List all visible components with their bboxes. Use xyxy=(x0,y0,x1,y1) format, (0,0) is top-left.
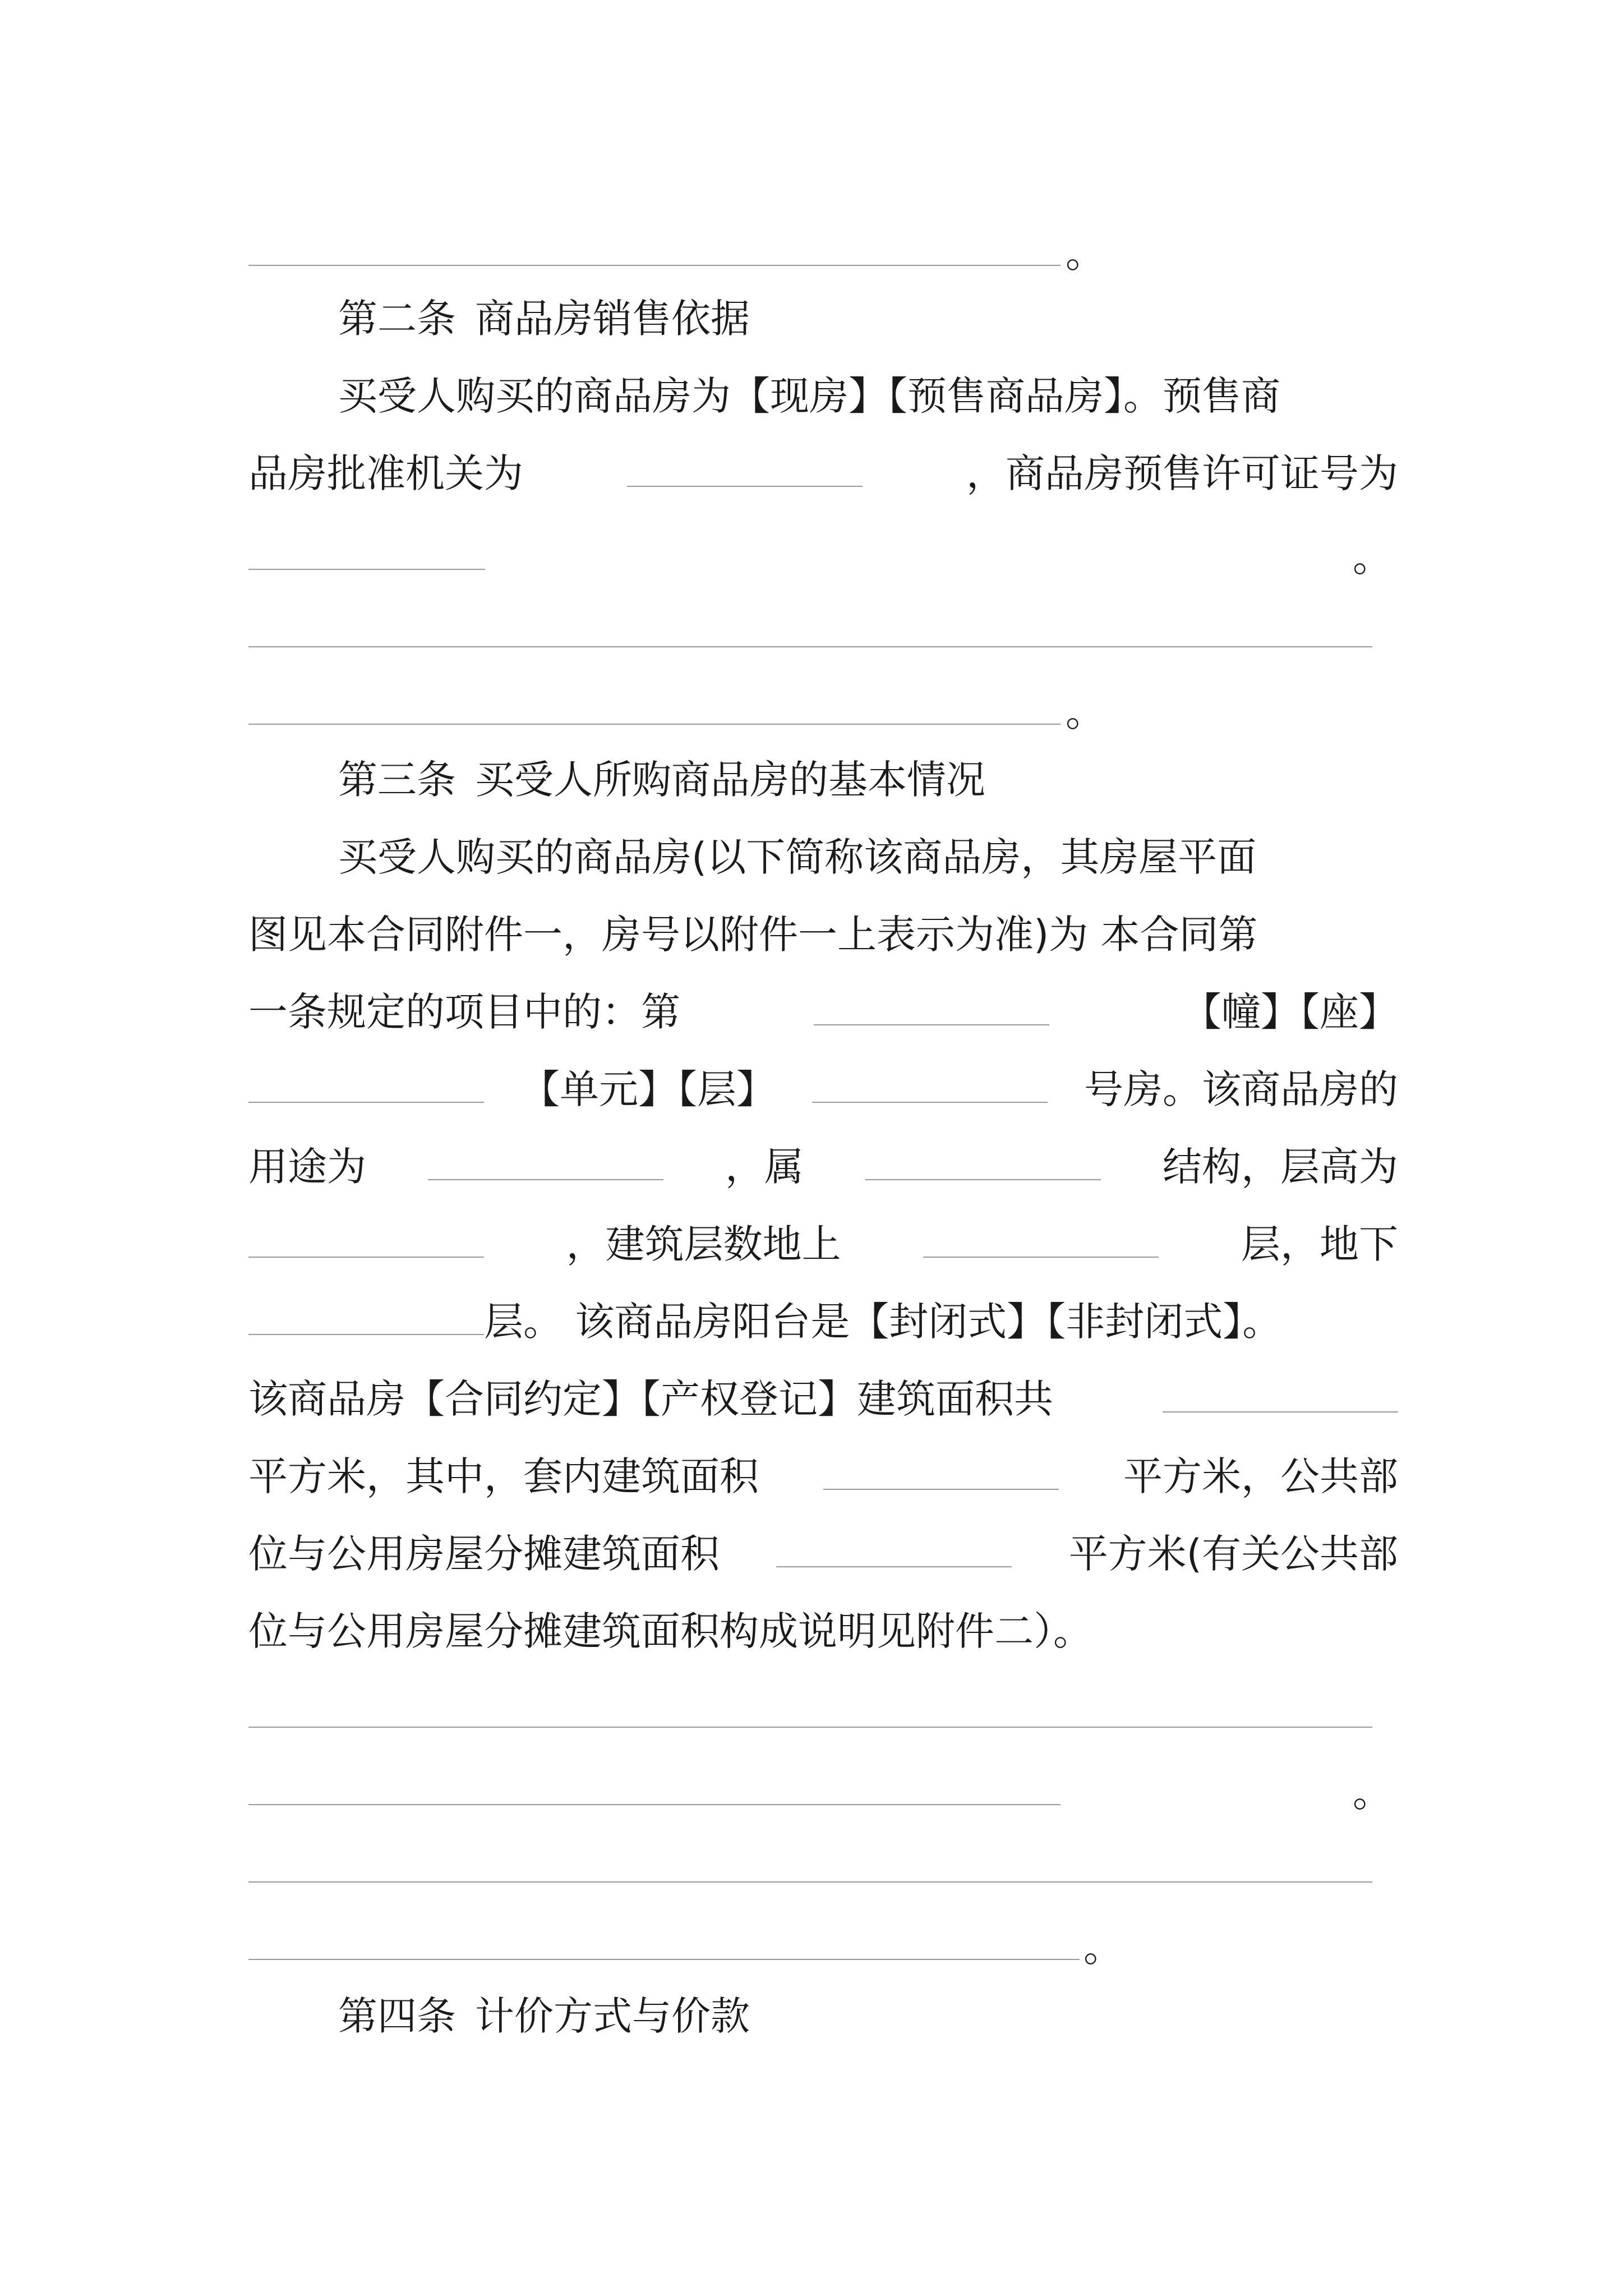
period: 。 xyxy=(1083,1925,1123,1971)
article-3-para-line xyxy=(248,974,1398,1050)
fill-blank xyxy=(823,1458,1059,1490)
fill-blank xyxy=(1163,1381,1398,1412)
text-segment: 层，地下 xyxy=(1241,1221,1398,1267)
blank-line xyxy=(248,569,485,570)
period: 。 xyxy=(1353,535,1392,581)
article-3-para-line xyxy=(248,1129,1398,1205)
blank-line xyxy=(248,646,1372,647)
article-3-para-line xyxy=(248,1206,1398,1282)
text-segment: 号房。该商品房的 xyxy=(1084,1066,1398,1112)
article-2-title xyxy=(338,280,1398,357)
period: 。 xyxy=(1066,231,1105,277)
blank-line xyxy=(248,1804,1061,1805)
text-segment: 买受人购买的商品房为【现房】【预售商品房】。预售商 xyxy=(338,373,1280,419)
article-heading: 计价方式与价款 xyxy=(475,1993,750,2039)
text-segment: 结构，层高为 xyxy=(1163,1144,1398,1190)
article-3-title xyxy=(338,742,1398,818)
article-2-para-line xyxy=(338,358,1398,434)
article-3-para-line xyxy=(248,1438,1398,1515)
period: 。 xyxy=(1066,689,1105,735)
text-segment: 平方米(有关公共部 xyxy=(1068,1531,1398,1577)
blank-line xyxy=(248,1727,1372,1728)
text-segment: 位与公用房屋分摊建筑面积构成说明见附件二）。 xyxy=(248,1608,1092,1654)
text-segment: 平方米，其中，套内建筑面积 xyxy=(248,1453,759,1499)
article-heading: 买受人所购商品房的基本情况 xyxy=(475,757,985,803)
text-segment: 平方米，公共部 xyxy=(1123,1453,1398,1499)
article-heading: 商品房销售依据 xyxy=(475,296,750,342)
article-3-para-line xyxy=(248,1361,1398,1437)
article-3-para-line xyxy=(248,1051,1398,1128)
text-segment: 【单元】【层】 xyxy=(520,1066,776,1112)
fill-blank xyxy=(248,1304,484,1335)
fill-blank xyxy=(923,1226,1159,1258)
article-number: 第四条 xyxy=(338,1993,456,2039)
fill-blank xyxy=(428,1149,663,1180)
period: 。 xyxy=(1353,1770,1392,1816)
text-segment: ，属 xyxy=(725,1144,804,1190)
text-segment: 位与公用房屋分摊建筑面积 xyxy=(248,1531,720,1577)
fill-blank xyxy=(814,994,1049,1025)
text-segment: 品房批准机关为 xyxy=(248,450,523,496)
fill-blank xyxy=(248,1071,484,1103)
text-segment: 一条规定的项目中的：第 xyxy=(248,989,680,1035)
article-3-para-line xyxy=(248,896,1398,973)
fill-blank xyxy=(627,455,863,487)
text-segment: 买受人购买的商品房(以下简称该商品房，其房屋平面 xyxy=(338,834,1257,880)
fill-blank xyxy=(248,1226,484,1258)
blank-line xyxy=(248,1881,1372,1883)
article-2-para-line xyxy=(248,435,1398,512)
article-3-para-line xyxy=(248,1283,1398,1360)
text-segment: 【幢】【座】 xyxy=(1182,989,1398,1035)
article-3-para-line xyxy=(248,1516,1398,1592)
article-3-para-line xyxy=(338,819,1398,895)
text-segment: ，商品房预售许可证号为 xyxy=(966,450,1398,496)
text-segment: 用途为 xyxy=(248,1144,366,1190)
article-number: 第三条 xyxy=(338,757,456,803)
blank-line xyxy=(248,265,1061,266)
blank-line xyxy=(248,724,1061,725)
text-segment: 该商品房【合同约定】【产权登记】建筑面积共 xyxy=(248,1376,1053,1422)
text-segment: 图见本合同附件一，房号以附件一上表示为准)为 本合同第 xyxy=(248,912,1258,958)
article-3-para-line xyxy=(248,1593,1398,1669)
fill-blank xyxy=(776,1536,1012,1567)
blank-line xyxy=(248,1959,1080,1960)
article-4-title xyxy=(338,1978,1398,2054)
article-number: 第二条 xyxy=(338,296,456,342)
fill-blank xyxy=(865,1149,1101,1180)
text-segment: 层。 该商品房阳台是【封闭式】【非封闭式】。 xyxy=(484,1299,1282,1345)
text-segment: ，建筑层数地上 xyxy=(566,1221,841,1267)
fill-blank xyxy=(812,1071,1048,1103)
